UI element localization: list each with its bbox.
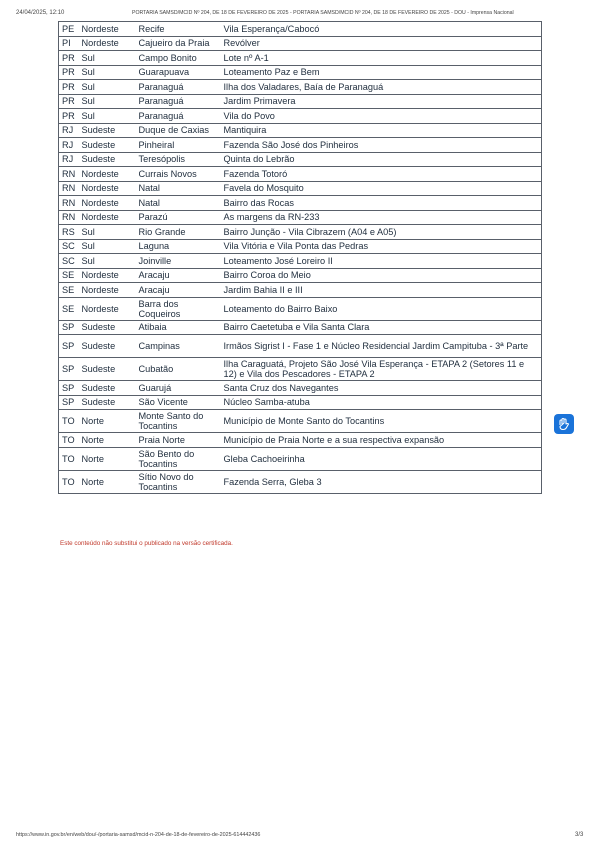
area-cell: Gleba Cachoeirinha xyxy=(222,447,542,470)
region-cell: Nordeste xyxy=(80,22,137,37)
city-cell: Natal xyxy=(137,181,222,196)
table-row xyxy=(59,225,542,240)
uf-cell: SE xyxy=(59,268,80,283)
region-cell: Nordeste xyxy=(80,210,137,225)
regularization-table xyxy=(58,21,542,494)
city-cell: São Bento do Tocantins xyxy=(137,447,222,470)
region-cell: Sudeste xyxy=(80,381,137,396)
region-cell: Sudeste xyxy=(80,152,137,167)
table-row xyxy=(59,138,542,153)
city-cell: Duque de Caxias xyxy=(137,123,222,138)
region-cell: Sul xyxy=(80,94,137,109)
city-cell: Praia Norte xyxy=(137,433,222,448)
city-cell: Paranaguá xyxy=(137,80,222,95)
area-cell: Bairro Coroa do Meio xyxy=(222,268,542,283)
city-cell: Campinas xyxy=(137,335,222,358)
area-cell: Santa Cruz dos Navegantes xyxy=(222,381,542,396)
region-cell: Sudeste xyxy=(80,138,137,153)
table-row xyxy=(59,80,542,95)
region-cell: Sul xyxy=(80,65,137,80)
uf-cell: SC xyxy=(59,239,80,254)
region-cell: Norte xyxy=(80,470,137,493)
city-cell: Rio Grande xyxy=(137,225,222,240)
uf-cell: SP xyxy=(59,381,80,396)
region-cell: Sudeste xyxy=(80,358,137,381)
area-cell: Bairro das Rocas xyxy=(222,196,542,211)
page-number: 3/3 xyxy=(575,832,584,838)
region-cell: Nordeste xyxy=(80,297,137,320)
table-row xyxy=(59,470,542,493)
city-cell: Aracaju xyxy=(137,283,222,298)
uf-cell: PI xyxy=(59,36,80,51)
area-cell: Mantiquira xyxy=(222,123,542,138)
print-datetime: 24/04/2025, 12:10 xyxy=(16,10,65,16)
city-cell: Aracaju xyxy=(137,268,222,283)
area-cell: Fazenda Totoró xyxy=(222,167,542,182)
table-row xyxy=(59,65,542,80)
table-row xyxy=(59,239,542,254)
uf-cell: SP xyxy=(59,320,80,335)
city-cell: Pinheiral xyxy=(137,138,222,153)
table-row xyxy=(59,152,542,167)
table-row xyxy=(59,196,542,211)
uf-cell: SE xyxy=(59,283,80,298)
accessibility-button[interactable] xyxy=(554,414,574,434)
table-row xyxy=(59,320,542,335)
uf-cell: RN xyxy=(59,167,80,182)
area-cell: Jardim Primavera xyxy=(222,94,542,109)
region-cell: Norte xyxy=(80,433,137,448)
uf-cell: TO xyxy=(59,433,80,448)
uf-cell: SC xyxy=(59,254,80,269)
table-row xyxy=(59,51,542,66)
region-cell: Sul xyxy=(80,254,137,269)
uf-cell: PR xyxy=(59,94,80,109)
area-cell: Quinta do Lebrão xyxy=(222,152,542,167)
uf-cell: TO xyxy=(59,447,80,470)
certified-version-notice: Este conteúdo não substitui o publicado na versão certificada. xyxy=(60,540,233,547)
table-row xyxy=(59,94,542,109)
city-cell: Natal xyxy=(137,196,222,211)
area-cell: Vila do Povo xyxy=(222,109,542,124)
region-cell: Nordeste xyxy=(80,196,137,211)
region-cell: Sul xyxy=(80,225,137,240)
sign-language-icon xyxy=(557,417,571,431)
area-cell: As margens da RN-233 xyxy=(222,210,542,225)
area-cell: Ilha dos Valadares, Baía de Paranaguá xyxy=(222,80,542,95)
table-row xyxy=(59,381,542,396)
table-row xyxy=(59,123,542,138)
region-cell: Sul xyxy=(80,51,137,66)
area-cell: Ilha Caraguatá, Projeto São José Vila Esperança - ETAPA 2 (Setores 11 e 12) e Vila dos Pescadores - ETAPA 2 xyxy=(222,358,542,381)
city-cell: Guarapuava xyxy=(137,65,222,80)
area-cell: Vila Esperança/Cabocó xyxy=(222,22,542,37)
region-cell: Sul xyxy=(80,239,137,254)
table-row xyxy=(59,268,542,283)
city-cell: Guarujá xyxy=(137,381,222,396)
uf-cell: SP xyxy=(59,395,80,410)
region-cell: Sul xyxy=(80,80,137,95)
uf-cell: SP xyxy=(59,358,80,381)
region-cell: Nordeste xyxy=(80,167,137,182)
city-cell: Paranaguá xyxy=(137,109,222,124)
table-row xyxy=(59,297,542,320)
uf-cell: PR xyxy=(59,109,80,124)
area-cell: Bairro Junção - Vila Cibrazem (A04 e A05) xyxy=(222,225,542,240)
table-row xyxy=(59,395,542,410)
area-cell: Vila Vitória e Vila Ponta das Pedras xyxy=(222,239,542,254)
table-row xyxy=(59,36,542,51)
city-cell: Campo Bonito xyxy=(137,51,222,66)
area-cell: Favela do Mosquito xyxy=(222,181,542,196)
table-row xyxy=(59,109,542,124)
table-row xyxy=(59,254,542,269)
uf-cell: RJ xyxy=(59,138,80,153)
city-cell: Barra dos Coqueiros xyxy=(137,297,222,320)
table-row xyxy=(59,283,542,298)
area-cell: Irmãos Sigrist I - Fase 1 e Núcleo Residencial Jardim Campituba - 3ª Parte xyxy=(222,335,542,358)
region-cell: Nordeste xyxy=(80,283,137,298)
city-cell: São Vicente xyxy=(137,395,222,410)
area-cell: Fazenda São José dos Pinheiros xyxy=(222,138,542,153)
city-cell: Atibaia xyxy=(137,320,222,335)
uf-cell: RN xyxy=(59,210,80,225)
table-row xyxy=(59,181,542,196)
uf-cell: RS xyxy=(59,225,80,240)
city-cell: Teresópolis xyxy=(137,152,222,167)
table-row xyxy=(59,358,542,381)
city-cell: Paranaguá xyxy=(137,94,222,109)
area-cell: Município de Monte Santo do Tocantins xyxy=(222,410,542,433)
city-cell: Laguna xyxy=(137,239,222,254)
region-cell: Nordeste xyxy=(80,181,137,196)
region-cell: Norte xyxy=(80,447,137,470)
city-cell: Cubatão xyxy=(137,358,222,381)
region-cell: Norte xyxy=(80,410,137,433)
area-cell: Município de Praia Norte e a sua respectiva expansão xyxy=(222,433,542,448)
print-page-title: PORTARIA SAMSD/MCID Nº 204, DE 18 DE FEVEREIRO DE 2025 - PORTARIA SAMSD/MCID Nº 204, DE 18 DE FEVEREIRO DE 2025 - DOU - Imprensa Nacional xyxy=(132,10,514,16)
area-cell: Núcleo Samba-atuba xyxy=(222,395,542,410)
area-cell: Lote nº A-1 xyxy=(222,51,542,66)
uf-cell: PR xyxy=(59,80,80,95)
table-row xyxy=(59,447,542,470)
city-cell: Joinville xyxy=(137,254,222,269)
city-cell: Recife xyxy=(137,22,222,37)
uf-cell: SP xyxy=(59,335,80,358)
area-cell: Loteamento José Loreiro II xyxy=(222,254,542,269)
table-row xyxy=(59,167,542,182)
region-cell: Sul xyxy=(80,109,137,124)
uf-cell: RN xyxy=(59,196,80,211)
uf-cell: PR xyxy=(59,65,80,80)
area-cell: Jardim Bahia II e III xyxy=(222,283,542,298)
city-cell: Currais Novos xyxy=(137,167,222,182)
uf-cell: RN xyxy=(59,181,80,196)
table-row xyxy=(59,335,542,358)
region-cell: Sudeste xyxy=(80,123,137,138)
city-cell: Parazú xyxy=(137,210,222,225)
print-url: https://www.in.gov.br/en/web/dou/-/portaria-samsd/mcid-n-204-de-18-de-fevereiro-de-2025-614442436 xyxy=(16,832,261,838)
table-row xyxy=(59,410,542,433)
area-cell: Revólver xyxy=(222,36,542,51)
area-cell: Bairro Caetetuba e Vila Santa Clara xyxy=(222,320,542,335)
uf-cell: PR xyxy=(59,51,80,66)
region-cell: Nordeste xyxy=(80,36,137,51)
city-cell: Cajueiro da Praia xyxy=(137,36,222,51)
uf-cell: PE xyxy=(59,22,80,37)
city-cell: Sítio Novo do Tocantins xyxy=(137,470,222,493)
area-cell: Fazenda Serra, Gleba 3 xyxy=(222,470,542,493)
region-cell: Sudeste xyxy=(80,320,137,335)
region-cell: Nordeste xyxy=(80,268,137,283)
area-cell: Loteamento do Bairro Baixo xyxy=(222,297,542,320)
area-cell: Loteamento Paz e Bem xyxy=(222,65,542,80)
table-row xyxy=(59,433,542,448)
uf-cell: RJ xyxy=(59,123,80,138)
uf-cell: TO xyxy=(59,410,80,433)
city-cell: Monte Santo do Tocantins xyxy=(137,410,222,433)
uf-cell: RJ xyxy=(59,152,80,167)
uf-cell: TO xyxy=(59,470,80,493)
table-row xyxy=(59,210,542,225)
region-cell: Sudeste xyxy=(80,335,137,358)
uf-cell: SE xyxy=(59,297,80,320)
table-row xyxy=(59,22,542,37)
region-cell: Sudeste xyxy=(80,395,137,410)
